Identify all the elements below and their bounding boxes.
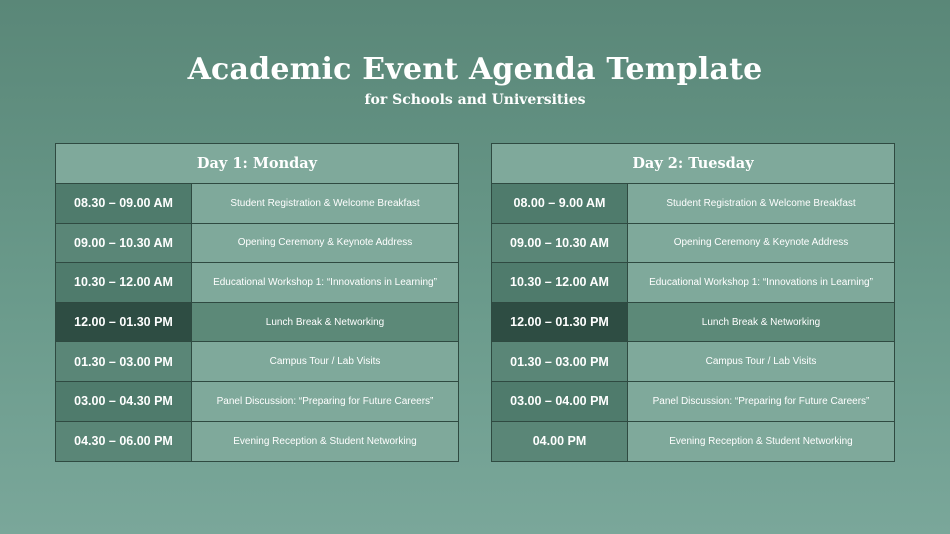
event-cell: Lunch Break & Networking: [192, 303, 458, 342]
event-cell: Panel Discussion: “Preparing for Future Careers”: [192, 382, 458, 421]
agenda-row: [56, 303, 458, 343]
agenda-row: [492, 224, 894, 264]
time-cell: 08.00 – 9.00 AM: [492, 184, 628, 223]
event-cell: Educational Workshop 1: “Innovations in Learning”: [628, 263, 894, 302]
agenda-row: [56, 184, 458, 224]
agenda-row: [492, 422, 894, 462]
agenda-row: [492, 382, 894, 422]
time-cell: 09.00 – 10.30 AM: [56, 224, 192, 263]
page-subtitle: for Schools and Universities: [364, 92, 586, 108]
agenda-row: [56, 224, 458, 264]
time-cell: 03.00 – 04.30 PM: [56, 382, 192, 421]
time-cell: 01.30 – 03.00 PM: [492, 342, 628, 381]
agenda-row: [56, 263, 458, 303]
agenda-row: [56, 382, 458, 422]
time-cell: 04.00 PM: [492, 422, 628, 462]
time-cell: 12.00 – 01.30 PM: [56, 303, 192, 342]
time-cell: 10.30 – 12.00 AM: [56, 263, 192, 302]
event-cell: Panel Discussion: “Preparing for Future Careers”: [628, 382, 894, 421]
time-cell: 09.00 – 10.30 AM: [492, 224, 628, 263]
agenda-row: [492, 303, 894, 343]
event-cell: Educational Workshop 1: “Innovations in Learning”: [192, 263, 458, 302]
event-cell: Evening Reception & Student Networking: [628, 422, 894, 462]
agenda-row: [492, 263, 894, 303]
day-header: Day 2: Tuesday: [492, 144, 894, 184]
agenda-row: [56, 342, 458, 382]
event-cell: Campus Tour / Lab Visits: [628, 342, 894, 381]
time-cell: 12.00 – 01.30 PM: [492, 303, 628, 342]
agenda-row: [56, 422, 458, 462]
agenda-table-day-2: [491, 143, 895, 462]
event-cell: Campus Tour / Lab Visits: [192, 342, 458, 381]
page-title: Academic Event Agenda Template: [187, 52, 763, 87]
event-cell: Opening Ceremony & Keynote Address: [628, 224, 894, 263]
time-cell: 10.30 – 12.00 AM: [492, 263, 628, 302]
time-cell: 01.30 – 03.00 PM: [56, 342, 192, 381]
time-cell: 03.00 – 04.00 PM: [492, 382, 628, 421]
agenda-row: [492, 184, 894, 224]
time-cell: 04.30 – 06.00 PM: [56, 422, 192, 462]
event-cell: Lunch Break & Networking: [628, 303, 894, 342]
day-header: Day 1: Monday: [56, 144, 458, 184]
event-cell: Opening Ceremony & Keynote Address: [192, 224, 458, 263]
event-cell: Evening Reception & Student Networking: [192, 422, 458, 462]
time-cell: 08.30 – 09.00 AM: [56, 184, 192, 223]
agenda-row: [492, 342, 894, 382]
event-cell: Student Registration & Welcome Breakfast: [192, 184, 458, 223]
event-cell: Student Registration & Welcome Breakfast: [628, 184, 894, 223]
agenda-table-day-1: [55, 143, 459, 462]
